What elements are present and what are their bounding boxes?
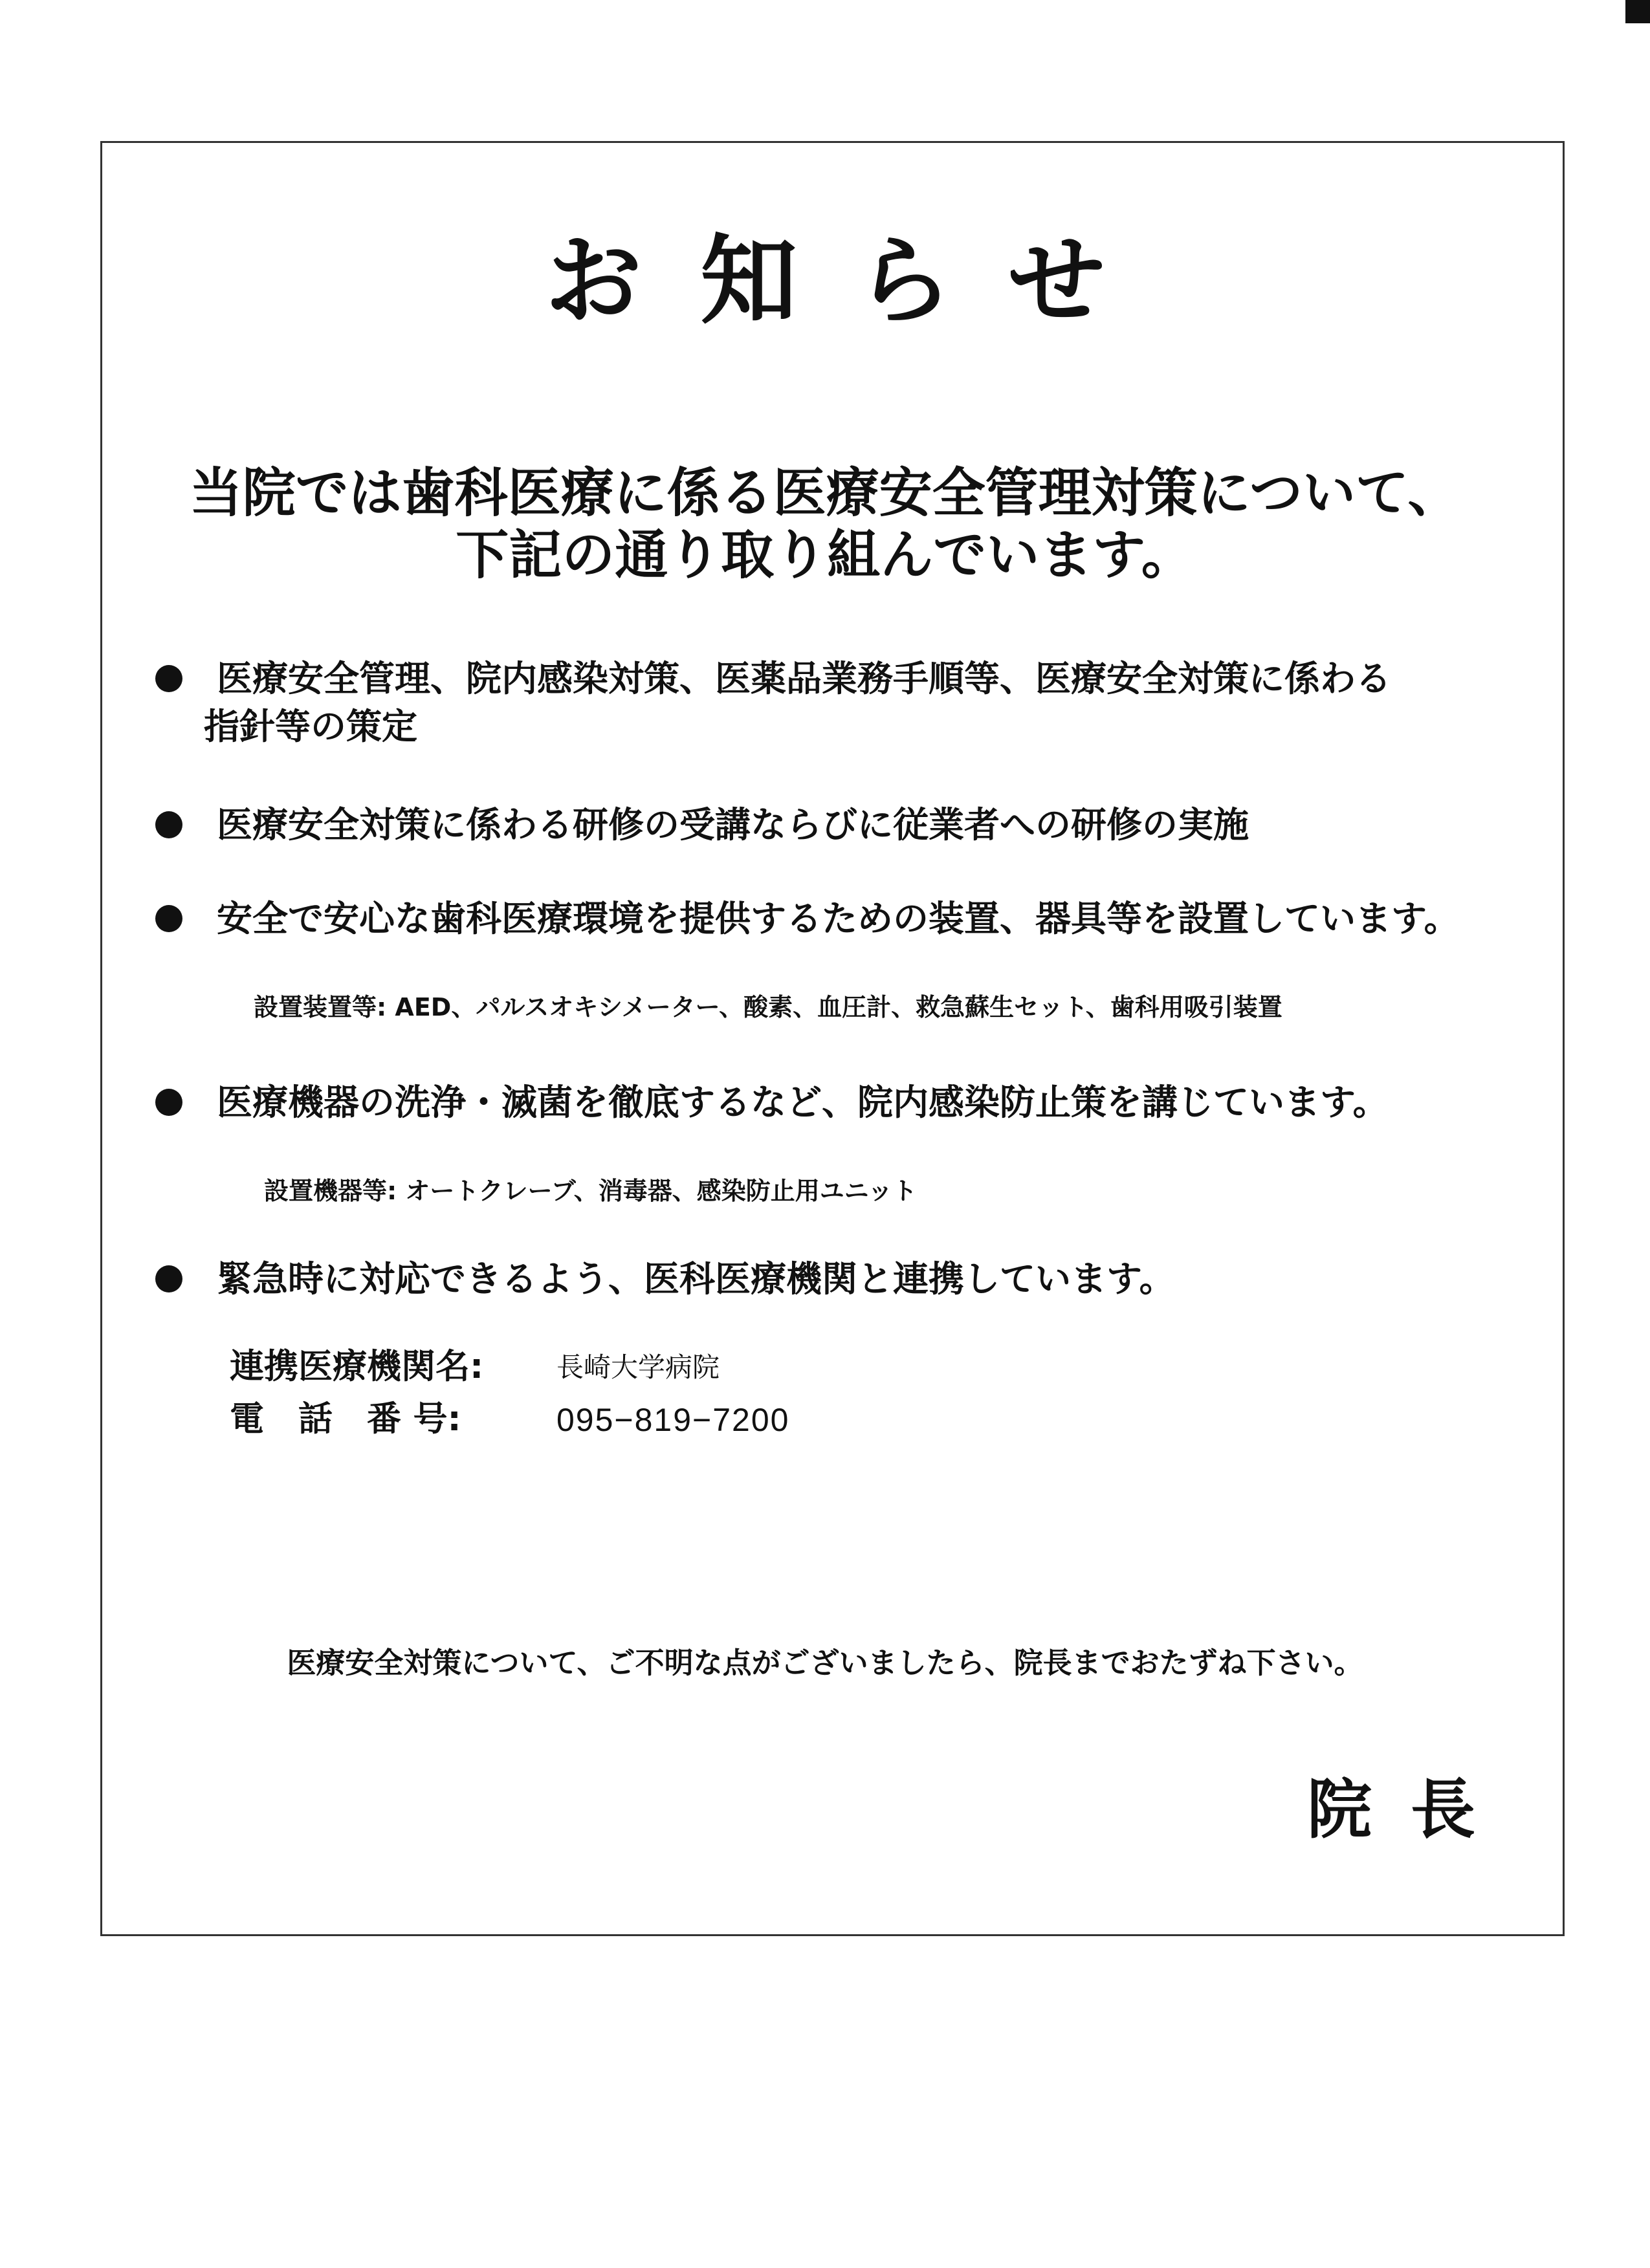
intro-line-1: 当院では歯科医療に係る医療安全管理対策について、 bbox=[189, 463, 1461, 524]
corner-scan-mark bbox=[1625, 0, 1650, 23]
phone-label: 電 話 番 号: bbox=[230, 1399, 461, 1439]
sterilization-equipment-list: 設置機器等: オートクレーブ、消毒器、感染防止用ユニット bbox=[264, 1177, 918, 1205]
bullet-dot-icon bbox=[155, 1265, 182, 1292]
intro-line-2: 下記の通り取り組んでいます。 bbox=[456, 525, 1194, 586]
footer-inquiry-text: 医療安全対策について、ご不明な点がございましたら、院長までおたずね下さい。 bbox=[287, 1646, 1363, 1680]
bullet-dot-icon bbox=[155, 1089, 182, 1116]
notice-title: お知らせ bbox=[545, 225, 1163, 338]
equipment-list: 設置装置等: AED、パルスオキシメーター、酸素、血圧計、救急蘇生セット、歯科用吸引装置 bbox=[254, 993, 1282, 1021]
institution-value: 長崎大学病院 bbox=[556, 1351, 720, 1383]
bullet-text bbox=[204, 655, 1392, 750]
bullet-text: 医療安全対策に係わる研修の受講ならびに従業者への研修の実施 bbox=[217, 804, 1249, 845]
bullet-text: 緊急時に対応できるよう、医科医療機関と連携しています。 bbox=[217, 1258, 1175, 1300]
bullet-line-2: 指針等の策定 bbox=[204, 706, 418, 747]
signature-director: 院長 bbox=[1307, 1772, 1514, 1848]
phone-number: 095−819−7200 bbox=[556, 1402, 790, 1438]
bullet-dot-icon bbox=[155, 905, 182, 932]
bullet-text: 医療機器の洗浄・滅菌を徹底するなど、院内感染防止策を講じています。 bbox=[217, 1082, 1389, 1123]
bullet-text: 安全で安心な歯科医療環境を提供するための装置、器具等を設置しています。 bbox=[217, 898, 1460, 939]
institution-label: 連携医療機関名: bbox=[230, 1347, 484, 1386]
bullet-line-1: 医療安全管理、院内感染対策、医薬品業務手順等、医療安全対策に係わる bbox=[217, 658, 1392, 699]
bullet-dot-icon bbox=[155, 665, 182, 692]
bullet-dot-icon bbox=[155, 811, 182, 838]
